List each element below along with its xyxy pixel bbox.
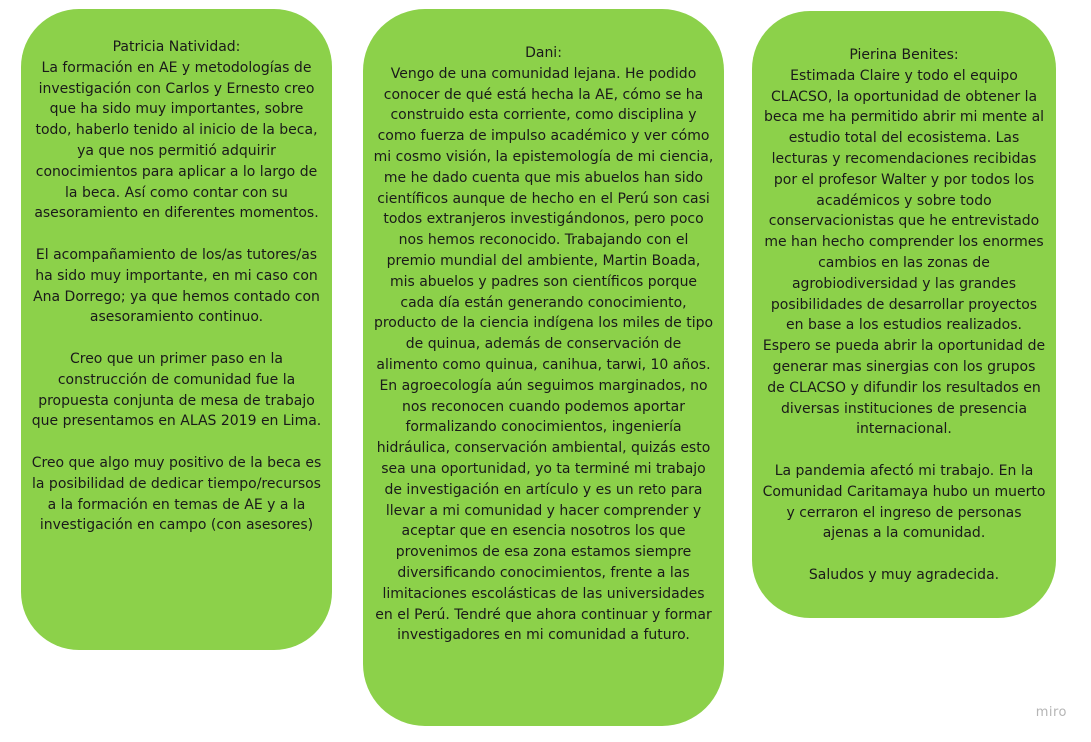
note-author: Pierina Benites: (849, 47, 959, 63)
sticky-note-pierina[interactable] (752, 11, 1056, 618)
note-paragraph: El acompañamiento de los/as tutores/as ha sido muy importante, en mi caso con Ana Dorrego; ya que hemos contado con asesoramiento continuo. (33, 246, 320, 326)
note-paragraph: Vengo de una comunidad lejana. He podido conocer de qué está hecha la AE, cómo se ha construido esta corriente, como disciplina y como fuerza de impulso académico y ver cómo mi cosmo visión, la epistemología de mi ciencia, me he dado cuenta que mis abuelos han sido científicos aunque de hecho en el Perú son casi todos extranjeros investigándonos, pero poco nos hemos reconocido. Trabajando con el premio mundial del ambiente, Martin Boada, mis abuelos y padres son científicos porque cada día están generando conocimiento, producto de la ciencia indígena los miles de tipo de quinua, además de conservación de alimento como quinua, canihua, tarwi, 10 años. En agroecología aún seguimos marginados, no nos reconocen cuando podemos aportar formalizando conocimientos, ingeniería hidráulica, conservación ambiental, quizás esto sea una oportunidad, yo ta terminé mi trabajo de investigación en artículo y es un reto para llevar a mi comunidad y hacer comprender y aceptar que en esencia nosotros los que provenimos de esa zona estamos siempre diversificando conocimientos, frente a las limitaciones escolásticas de las universidades en el Perú. Tendré que ahora continuar y formar investigadores en mi comunidad a futuro. (373, 65, 714, 644)
sticky-note-patricia[interactable] (21, 9, 332, 650)
paragraph-gap (762, 440, 1046, 461)
note-author: Dani: (525, 45, 562, 61)
paragraph-gap (31, 224, 322, 245)
note-paragraph: Saludos y muy agradecida. (808, 566, 1000, 583)
paragraph-gap (31, 328, 322, 349)
paragraph-gap (31, 432, 322, 453)
sticky-note-dani[interactable] (363, 9, 724, 726)
note-paragraph: Creo que un primer paso en la construcción de comunidad fue la propuesta conjunta de mesa de trabajo que presentamos en ALAS 2019 en Lima. (31, 350, 322, 430)
note-paragraph: La pandemia afectó mi trabajo. En la Comunidad Caritamaya hubo un muerto y cerraron el ingreso de personas ajenas a la comunidad. (762, 462, 1046, 542)
note-paragraph: La formación en AE y metodologías de investigación con Carlos y Ernesto creo que ha sido muy importantes, sobre todo, haberlo tenido al inicio de la beca, ya que nos permitió adquirir conocimientos para aplicar a lo largo de la beca. Así como contar con su asesoramiento en diferentes momentos. (34, 59, 319, 222)
note-paragraph: Creo que algo muy positivo de la beca es la posibilidad de dedicar tiempo/recursos a la formación en temas de AE y a la investigación en campo (con asesores) (31, 454, 322, 534)
note-author: Patricia Natividad: (112, 39, 241, 55)
miro-logo: miro (1035, 705, 1067, 720)
paragraph-gap (762, 544, 1046, 565)
note-paragraph: Estimada Claire y todo el equipo CLACSO, la oportunidad de obtener la beca me ha permitido abrir mi mente al estudio total del ecosistema. Las lecturas y recomendaciones recibidas por el profesor Walter y por todos los académicos y sobre todo conservacionistas que he entrevistado me han hecho comprender los enormes cambios en las zonas de agrobiodiversidad y las grandes posibilidades de desarrollar proyectos en base a los estudios realizados. Espero se pueda abrir la oportunidad de generar mas sinergias con los grupos de CLACSO y difundir los resultados en diversas instituciones de presencia internacional. (762, 67, 1046, 438)
